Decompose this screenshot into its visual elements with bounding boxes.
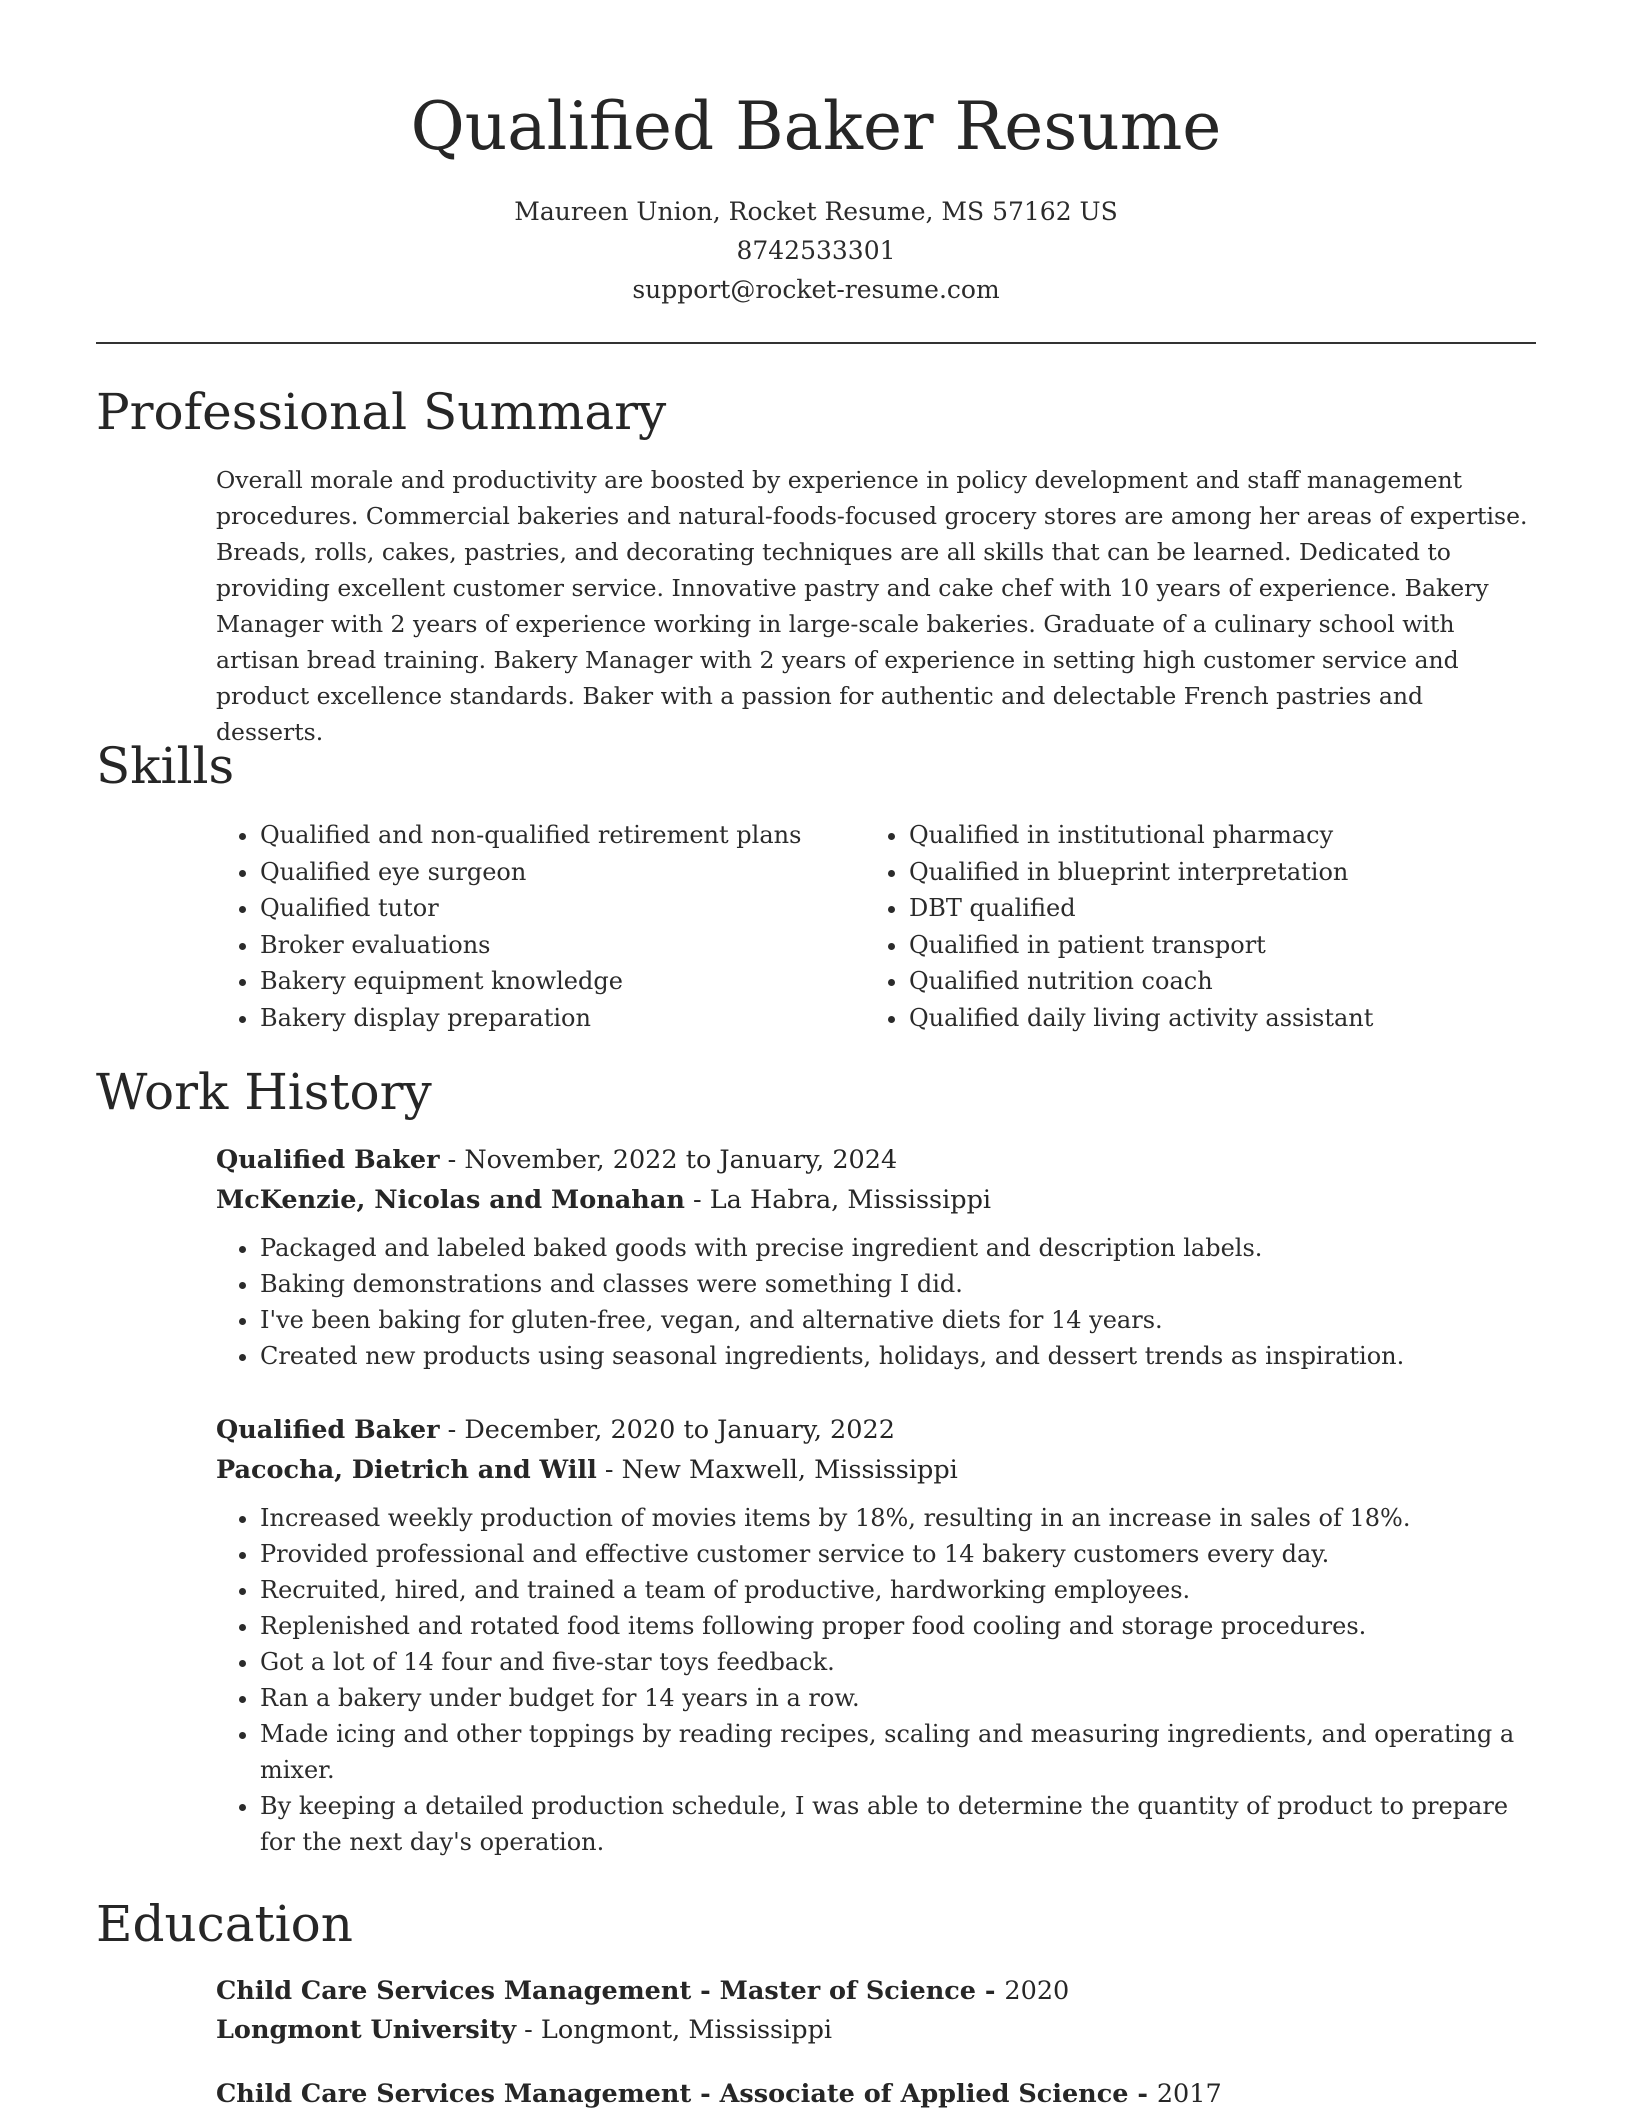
- summary-heading: Professional Summary: [96, 383, 667, 441]
- job-title-line: [216, 1410, 1536, 1450]
- job-bullet: • Packaged and labeled baked goods with precise ingredient and description labels.: [260, 1230, 1536, 1266]
- job-bullet: • Increased weekly production of movies items by 18%, resulting in an increase in sales of 18%.: [260, 1500, 1536, 1536]
- job-company: Pacocha, Dietrich and Will: [216, 1455, 597, 1485]
- skill-item: • Qualified in institutional pharmacy: [909, 817, 1536, 854]
- education-year: 2020: [1004, 1976, 1070, 2006]
- skill-item: • Qualified nutrition coach: [909, 963, 1536, 1000]
- job-bullets: [216, 1230, 1536, 1374]
- education-degree: Associate of Applied Science: [719, 2079, 1129, 2109]
- job-bullet: • Made icing and other toppings by reading recipes, scaling and measuring ingredients, and operating a mixer.: [260, 1716, 1536, 1788]
- skill-item: • Bakery equipment knowledge: [260, 963, 865, 1000]
- education-degree-line: Child Care Services Management - Master of Science - 2020: [216, 1976, 1070, 2006]
- skill-item: • Qualified tutor: [260, 890, 865, 927]
- skill-item: • Qualified daily living activity assistant: [909, 1000, 1536, 1037]
- job-bullet: • Provided professional and effective customer service to 14 bakery customers every day.: [260, 1536, 1536, 1572]
- skill-item: • Qualified eye surgeon: [260, 854, 865, 891]
- skill-item: • DBT qualified: [909, 890, 1536, 927]
- contact-block: [0, 192, 1632, 309]
- skills-list: [216, 817, 1536, 1036]
- job-bullet: • Replenished and rotated food items following proper food cooling and storage procedures.: [260, 1608, 1536, 1644]
- education-field: Child Care Services Management: [216, 2079, 692, 2109]
- contact-email: support@rocket-resume.com: [632, 275, 1000, 304]
- education-year: 2017: [1156, 2079, 1222, 2109]
- education-entry: [216, 1972, 1536, 2050]
- job-title: Qualified Baker: [216, 1145, 440, 1175]
- job-bullet: • Created new products using seasonal ingredients, holidays, and dessert trends as inspiration.: [260, 1338, 1536, 1374]
- job-entry: [216, 1410, 1536, 1860]
- education-school-line: [216, 2011, 1536, 2050]
- skill-item: • Qualified and non-qualified retirement plans: [260, 817, 865, 854]
- summary-text: Overall morale and productivity are boosted by experience in policy development and staff management procedures. Commercial bakeries and natural-foods-focused grocery stores are among her areas of expertise. Breads, rolls, cakes, pastries, and decorating techniques are all skills that can be learned. Dedicated to providing excellent customer service. Innovative pastry and cake chef with 10 years of experience. Bakery Manager with 2 years of experience working in large-scale bakeries. Graduate of a culinary school with artisan bread training. Bakery Manager with 2 years of experience in setting high customer service and product excellence standards. Baker with a passion for authentic and delectable French pastries and desserts.: [216, 466, 1528, 746]
- job-location: - New Maxwell, Mississippi: [596, 1455, 958, 1485]
- job-bullet: • Got a lot of 14 four and five-star toys feedback.: [260, 1644, 1536, 1680]
- contact-phone: 8742533301: [736, 236, 896, 265]
- education-degree: Master of Science: [719, 1976, 977, 2006]
- skill-item: • Broker evaluations: [260, 927, 865, 964]
- education-field: Child Care Services Management: [216, 1976, 692, 2006]
- job-bullets: [216, 1500, 1536, 1860]
- contact-address: Maureen Union, Rocket Resume, MS 57162 US: [514, 197, 1118, 226]
- skills-column-1: [216, 817, 865, 1036]
- work-history-heading: Work History: [96, 1063, 432, 1121]
- job-bullet: • Recruited, hired, and trained a team of productive, hardworking employees.: [260, 1572, 1536, 1608]
- job-title: Qualified Baker: [216, 1415, 440, 1445]
- skill-item: • Qualified in blueprint interpretation: [909, 854, 1536, 891]
- job-bullet: • Ran a bakery under budget for 14 years in a row.: [260, 1680, 1536, 1716]
- skill-item: • Bakery display preparation: [260, 1000, 865, 1037]
- education-degree-line: Child Care Services Management - Associate of Applied Science - 2017: [216, 2079, 1222, 2109]
- skill-item: • Qualified in patient transport: [909, 927, 1536, 964]
- education-school: Longmont University: [216, 2015, 517, 2045]
- job-bullet: • I've been baking for gluten-free, vegan, and alternative diets for 14 years.: [260, 1302, 1536, 1338]
- job-company-line: [216, 1180, 1536, 1220]
- skills-heading: Skills: [96, 737, 235, 795]
- education-entry: [216, 2075, 1536, 2114]
- job-company: McKenzie, Nicolas and Monahan: [216, 1185, 685, 1215]
- header-divider: [96, 342, 1536, 344]
- job-title-line: [216, 1140, 1536, 1180]
- skills-column-2: [865, 817, 1536, 1036]
- job-company-line: [216, 1450, 1536, 1490]
- education-location: - Longmont, Mississippi: [516, 2015, 833, 2045]
- education-heading: Education: [96, 1895, 353, 1953]
- job-bullet: • By keeping a detailed production schedule, I was able to determine the quantity of product to prepare for the next day's operation.: [260, 1788, 1536, 1860]
- job-bullet: • Baking demonstrations and classes were something I did.: [260, 1266, 1536, 1302]
- job-entry: [216, 1140, 1536, 1374]
- resume-title: Qualified Baker Resume: [410, 88, 1222, 165]
- job-dates: - November, 2022 to January, 2024: [439, 1145, 898, 1175]
- job-location: - La Habra, Mississippi: [684, 1185, 992, 1215]
- job-dates: - December, 2020 to January, 2022: [439, 1415, 895, 1445]
